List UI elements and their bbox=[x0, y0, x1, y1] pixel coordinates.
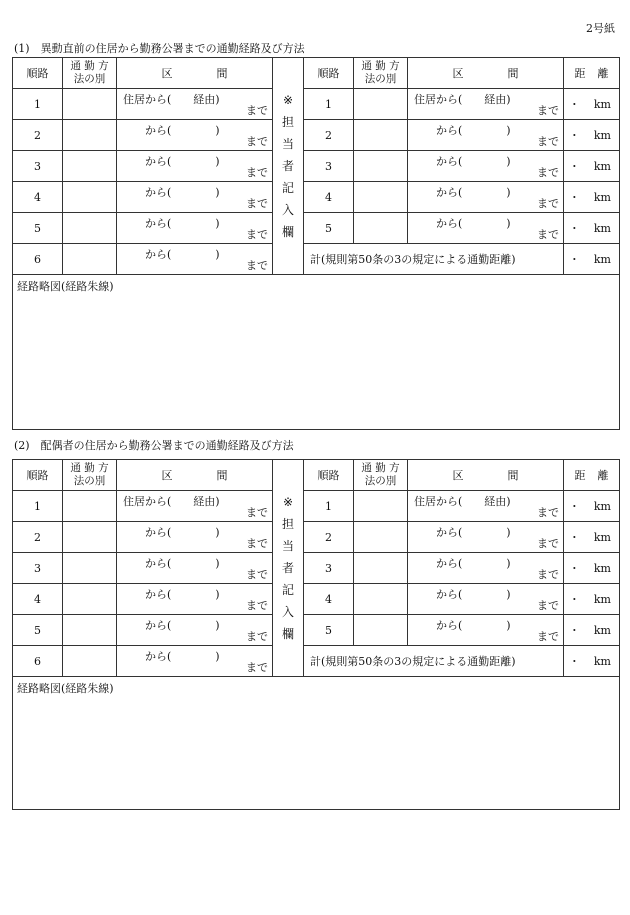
header-method-right: 通 勤 方 法の別 bbox=[354, 58, 408, 89]
row-number-right: 4 bbox=[304, 182, 354, 213]
staff-remark-column: ※ 担 当 者 記 入 欄 bbox=[273, 58, 304, 275]
row-number: 3 bbox=[13, 553, 63, 584]
route-table-2 bbox=[12, 459, 620, 810]
section-cell-right[interactable]: から( ) まで bbox=[408, 120, 564, 151]
section-1-title: (1) 異動直前の住居から勤務公署までの通勤経路及び方法 bbox=[14, 42, 305, 55]
method-cell-right[interactable] bbox=[354, 213, 408, 244]
method-cell-right[interactable] bbox=[354, 491, 408, 522]
route-row bbox=[13, 182, 620, 213]
method-cell-right[interactable] bbox=[354, 584, 408, 615]
method-cell-right[interactable] bbox=[354, 522, 408, 553]
section-cell-right[interactable]: から( ) まで bbox=[408, 522, 564, 553]
section-cell[interactable]: 住居から( 経由) まで bbox=[117, 491, 273, 522]
header-method-right: 通 勤 方 法の別 bbox=[354, 460, 408, 491]
total-distance-label: 計(規則第50条の3の規定による通勤距離) bbox=[304, 244, 564, 275]
row-number: 2 bbox=[13, 120, 63, 151]
route-map-area[interactable] bbox=[13, 677, 620, 810]
section-cell[interactable]: 住居から( 経由) まで bbox=[117, 89, 273, 120]
section-cell[interactable]: から( ) まで bbox=[117, 151, 273, 182]
section-cell-right[interactable]: から( ) まで bbox=[408, 553, 564, 584]
distance-cell[interactable]: ・ km bbox=[564, 120, 620, 151]
header-section: 区 間 bbox=[117, 460, 273, 491]
row-number: 5 bbox=[13, 615, 63, 646]
header-method: 通 勤 方 法の別 bbox=[63, 58, 117, 89]
row-number-right: 1 bbox=[304, 89, 354, 120]
section-cell-right[interactable]: から( ) まで bbox=[408, 182, 564, 213]
section-cell[interactable]: から( ) まで bbox=[117, 244, 273, 275]
header-order-right: 順路 bbox=[304, 58, 354, 89]
header-section-right: 区 間 bbox=[408, 58, 564, 89]
route-map-label: 経路略図(経路朱線) bbox=[17, 682, 114, 695]
method-cell[interactable] bbox=[63, 151, 117, 182]
section-cell-right[interactable]: から( ) まで bbox=[408, 584, 564, 615]
distance-cell[interactable]: ・ km bbox=[564, 584, 620, 615]
row-number: 1 bbox=[13, 89, 63, 120]
section-cell-right[interactable]: から( ) まで bbox=[408, 615, 564, 646]
header-order: 順路 bbox=[13, 460, 63, 491]
route-row bbox=[13, 615, 620, 646]
header-order: 順路 bbox=[13, 58, 63, 89]
section-cell[interactable]: から( ) まで bbox=[117, 584, 273, 615]
header-section: 区 間 bbox=[117, 58, 273, 89]
distance-cell[interactable]: ・ km bbox=[564, 553, 620, 584]
form-number: 2号紙 bbox=[586, 22, 615, 35]
row-number-right: 2 bbox=[304, 522, 354, 553]
method-cell[interactable] bbox=[63, 213, 117, 244]
total-distance-cell[interactable]: ・ km bbox=[564, 646, 620, 677]
route-map-area[interactable] bbox=[13, 275, 620, 430]
section-2-title: (2) 配偶者の住居から勤務公署までの通勤経路及び方法 bbox=[14, 439, 294, 452]
method-cell[interactable] bbox=[63, 646, 117, 677]
row-number-right: 4 bbox=[304, 584, 354, 615]
method-cell[interactable] bbox=[63, 89, 117, 120]
row-number: 6 bbox=[13, 244, 63, 275]
section-cell-right[interactable]: から( ) まで bbox=[408, 151, 564, 182]
method-cell[interactable] bbox=[63, 120, 117, 151]
method-cell[interactable] bbox=[63, 244, 117, 275]
row-number-right: 2 bbox=[304, 120, 354, 151]
row-number: 3 bbox=[13, 151, 63, 182]
method-cell-right[interactable] bbox=[354, 89, 408, 120]
row-number-right: 3 bbox=[304, 151, 354, 182]
row-number: 2 bbox=[13, 522, 63, 553]
row-number-right: 1 bbox=[304, 491, 354, 522]
route-row bbox=[13, 244, 620, 275]
distance-cell[interactable]: ・ km bbox=[564, 182, 620, 213]
method-cell[interactable] bbox=[63, 584, 117, 615]
method-cell[interactable] bbox=[63, 491, 117, 522]
section-cell-right[interactable]: 住居から( 経由) まで bbox=[408, 491, 564, 522]
method-cell[interactable] bbox=[63, 553, 117, 584]
header-order-right: 順路 bbox=[304, 460, 354, 491]
route-row bbox=[13, 213, 620, 244]
distance-cell[interactable]: ・ km bbox=[564, 522, 620, 553]
route-row bbox=[13, 151, 620, 182]
route-row bbox=[13, 553, 620, 584]
section-cell[interactable]: から( ) まで bbox=[117, 646, 273, 677]
section-cell[interactable]: から( ) まで bbox=[117, 213, 273, 244]
section-cell-right[interactable]: 住居から( 経由) まで bbox=[408, 89, 564, 120]
section-cell[interactable]: から( ) まで bbox=[117, 615, 273, 646]
header-method: 通 勤 方 法の別 bbox=[63, 460, 117, 491]
distance-cell[interactable]: ・ km bbox=[564, 89, 620, 120]
row-number-right: 3 bbox=[304, 553, 354, 584]
method-cell-right[interactable] bbox=[354, 151, 408, 182]
section-cell[interactable]: から( ) まで bbox=[117, 182, 273, 213]
row-number: 4 bbox=[13, 584, 63, 615]
row-number: 5 bbox=[13, 213, 63, 244]
method-cell[interactable] bbox=[63, 615, 117, 646]
row-number-right: 5 bbox=[304, 615, 354, 646]
header-distance: 距 離 bbox=[564, 460, 620, 491]
route-row bbox=[13, 522, 620, 553]
distance-cell[interactable]: ・ km bbox=[564, 491, 620, 522]
method-cell[interactable] bbox=[63, 182, 117, 213]
staff-remark-column: ※ 担 当 者 記 入 欄 bbox=[273, 460, 304, 677]
route-map-label: 経路略図(経路朱線) bbox=[17, 280, 114, 293]
distance-cell[interactable]: ・ km bbox=[564, 213, 620, 244]
section-cell-right[interactable]: から( ) まで bbox=[408, 213, 564, 244]
route-row bbox=[13, 120, 620, 151]
section-cell[interactable]: から( ) まで bbox=[117, 553, 273, 584]
method-cell-right[interactable] bbox=[354, 182, 408, 213]
row-number: 6 bbox=[13, 646, 63, 677]
row-number: 1 bbox=[13, 491, 63, 522]
route-row bbox=[13, 89, 620, 120]
route-row bbox=[13, 584, 620, 615]
row-number-right: 5 bbox=[304, 213, 354, 244]
section-cell[interactable]: から( ) まで bbox=[117, 120, 273, 151]
header-distance: 距 離 bbox=[564, 58, 620, 89]
route-row bbox=[13, 491, 620, 522]
distance-cell[interactable]: ・ km bbox=[564, 151, 620, 182]
header-section-right: 区 間 bbox=[408, 460, 564, 491]
method-cell-right[interactable] bbox=[354, 615, 408, 646]
row-number: 4 bbox=[13, 182, 63, 213]
route-table-1 bbox=[12, 57, 620, 430]
section-cell[interactable]: から( ) まで bbox=[117, 522, 273, 553]
total-distance-label: 計(規則第50条の3の規定による通勤距離) bbox=[304, 646, 564, 677]
method-cell-right[interactable] bbox=[354, 553, 408, 584]
method-cell-right[interactable] bbox=[354, 120, 408, 151]
method-cell[interactable] bbox=[63, 522, 117, 553]
total-distance-cell[interactable]: ・ km bbox=[564, 244, 620, 275]
distance-cell[interactable]: ・ km bbox=[564, 615, 620, 646]
route-row bbox=[13, 646, 620, 677]
